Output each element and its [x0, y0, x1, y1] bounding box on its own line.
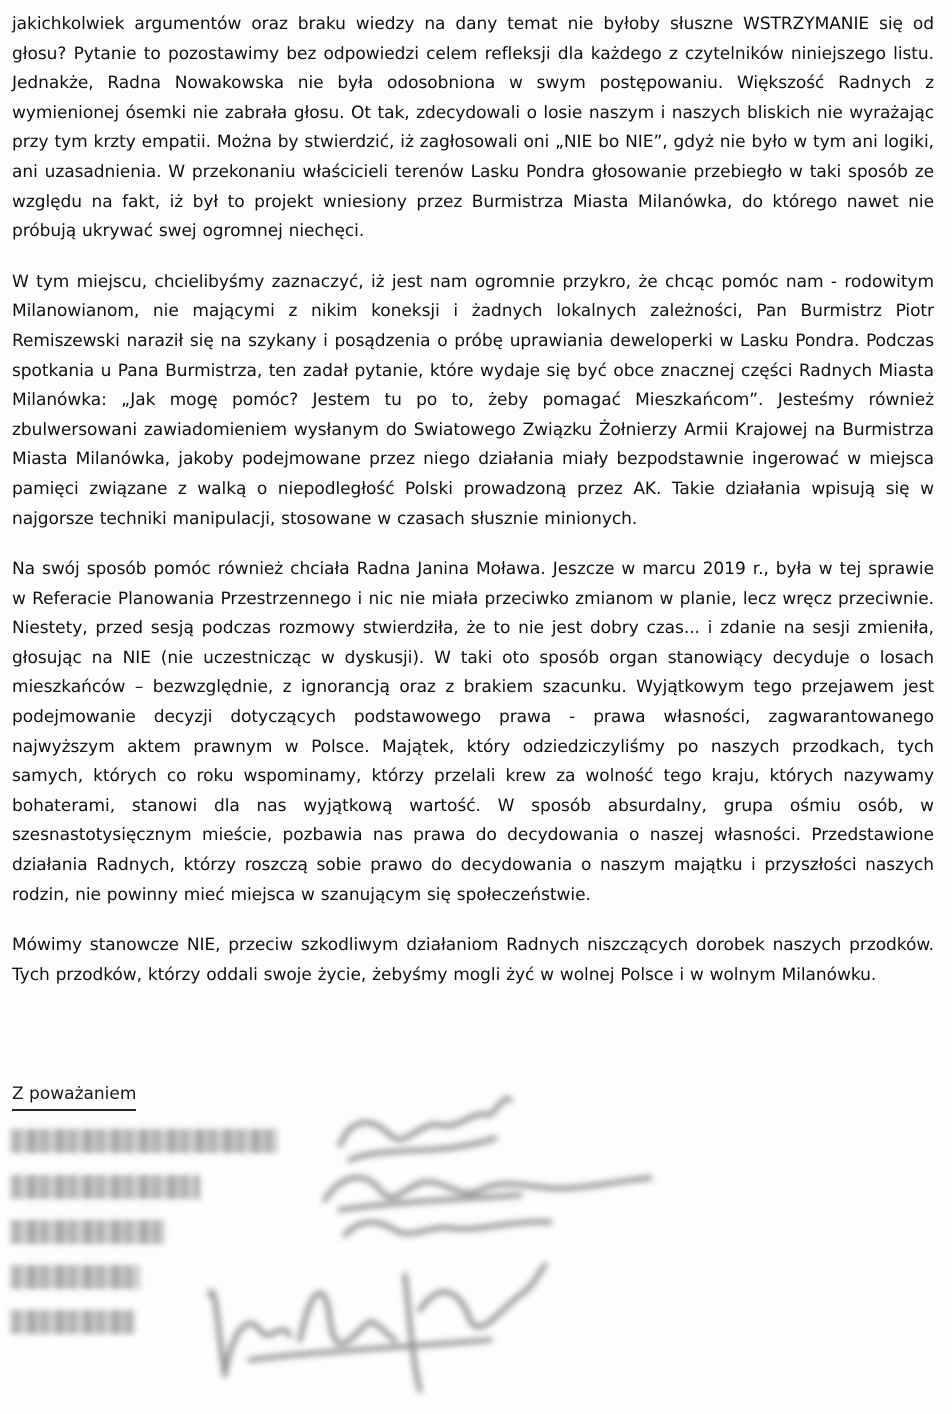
paragraph-3: Na swój sposób pomóc również chciała Radna Janina Moława. Jeszcze w marcu 2019 r., była w tej sprawie w Referacie Planowania Przestrzennego i nic nie miała przeciwko zmianom w planie, lecz wręcz przeciwnie. Niestety, przed sesją podczas rozmowy stwierdziła, że to nie jest dobry czas... i zdanie na sesji zmieniła, głosując na NIE (nie uczestnicząc w dyskusji). W taki oto sposób organ stanowiący decyduje o losach mieszkańców – bezwzględnie, z ignorancją oraz z brakiem szacunku. Wyjątkowym tego przejawem jest podejmowanie decyzji dotyczących podstawowego prawa - prawa własności, zagwarantowanego najwyższym aktem prawnym w Polsce. Majątek, który odziedziczyliśmy po naszych przodkach, tych samych, których co roku wspominamy, którzy przelali krew za wolność tego kraju, których nazywamy bohaterami, stanowi dla nas wyjątkową wartość. W sposób absurdalny, grupa ośmiu osób, w szesnastotysięcznym mieście, pozbawia nas prawa do decydowania o naszej własności. Przedstawione działania Radnych, którzy roszczą sobie prawo do decydowania o naszym majątku i przyszłości naszych rodzin, nie powinny mieć miejsca w szanującym się społeczeństwie.	[12, 559, 934, 905]
paragraph-2: W tym miejscu, chcielibyśmy zaznaczyć, iż jest nam ogromnie przykro, że chcąc pomóc nam - rodowitym Milanowianom, nie mającymi z nikim koneksji i żadnych lokalnych zależności, Pan Burmistrz Piotr Remiszewski naraził się na szykany i posądzenia o próbę uprawiania deweloperki w Lasku Pondra. Podczas spotkania u Pana Burmistrza, ten zadał pytanie, które wydaje się być obce znacznej części Radnych Miasta Milanówka: „Jak mogę pomóc? Jestem tu po to, żeby pomagać Mieszkańcom”. Jesteśmy również zbulwersowani zawiadomieniem wysłanym do Swiatowego Związku Żołnierzy Armii Krajowej na Burmistrza Miasta Milanówka, jakoby podejmowane przez niego działania miały bezpodstawnie ingerować w miejsca pamięci związane z walką o niepodległość Polski prowadzoną przez AK. Takie działania wpisują się w najgorsze techniki manipulacji, stosowane w czasach słusznie minionych.	[12, 271, 934, 529]
redacted-name	[10, 1265, 140, 1289]
paragraph-4: Mówimy stanowcze NIE, przeciw szkodliwym działaniom Radnych niszczących dorobek naszych przodków. Tych przodków, którzy oddali swoje życie, żebyśmy mogli żyć w wolnej Polsce i w wolnym Milanówku.	[12, 935, 934, 985]
signatures-graphic	[190, 1090, 690, 1400]
blurred-signatures	[190, 1090, 690, 1400]
closing-salutation: Z poważaniem	[12, 1079, 136, 1111]
redacted-name	[10, 1220, 165, 1244]
letter-body	[12, 10, 934, 1011]
paragraph-1: jakichkolwiek argumentów oraz braku wiedzy na dany temat nie byłoby słuszne WSTRZYMANIE się od głosu? Pytanie to pozostawimy bez odpowiedzi celem refleksji dla każdego z czytelników niniejszego listu. Jednakże, Radna Nowakowska nie była odosobniona w swym postępowaniu. Większość Radnych z wymienionej ósemki nie zabrała głosu. Ot tak, zdecydowali o losie naszym i naszych bliskich nie wyrażając przy tym krzty empatii. Można by stwierdzić, iż zagłosowali oni „NIE bo NIE”, gdyż nie było w tym ani logiki, ani uzasadnienia. W przekonaniu właścicieli terenów Lasku Pondra głosowanie przebiegło w taki sposób ze względu na fakt, iż był to projekt wniesiony przez Burmistrza Miasta Milanówka, do którego nawet nie próbują ukrywać swej ogromnej niechęci.	[12, 14, 934, 242]
redacted-name	[10, 1175, 200, 1199]
redacted-name	[10, 1310, 135, 1334]
